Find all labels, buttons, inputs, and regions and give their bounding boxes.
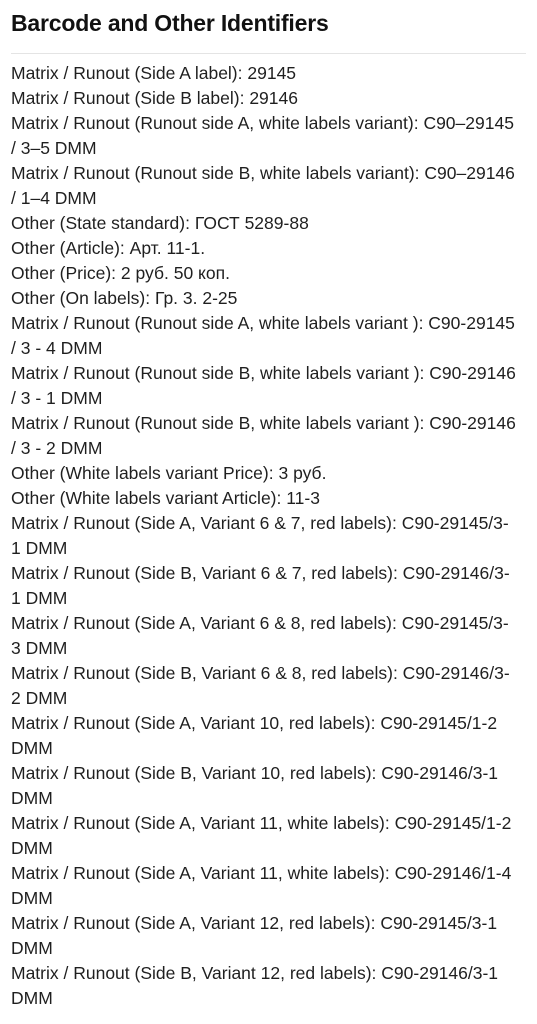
identifier-value: C90-29146 / 3 - 1 DMM bbox=[11, 363, 516, 408]
identifier-value: 29145 bbox=[247, 63, 297, 83]
identifier-item bbox=[11, 61, 516, 86]
identifier-label: Other (State standard) : bbox=[11, 213, 195, 233]
identifier-value: C90-29145/1-2 DMM bbox=[11, 713, 498, 758]
identifier-label: Matrix / Runout (Runout side B, white labels variant) : bbox=[11, 163, 424, 183]
identifier-value: C90-29146/3-2 DMM bbox=[11, 663, 510, 708]
identifier-item bbox=[11, 661, 516, 711]
identifier-item bbox=[11, 86, 516, 111]
identifier-label: Matrix / Runout (Runout side A, white labels variant ) : bbox=[11, 313, 428, 333]
identifier-label: Matrix / Runout (Side B, Variant 12, red labels) : bbox=[11, 963, 381, 983]
identifier-label: Matrix / Runout (Side B, Variant 10, red labels) : bbox=[11, 763, 381, 783]
identifier-label: Matrix / Runout (Side A, Variant 11, white labels) : bbox=[11, 813, 395, 833]
identifier-label: Other (White labels variant Article) : bbox=[11, 488, 286, 508]
identifier-label: Matrix / Runout (Side A label) : bbox=[11, 63, 247, 83]
section-title: Barcode and Other Identifiers bbox=[11, 10, 329, 36]
identifier-label: Matrix / Runout (Side A, Variant 6 & 8, red labels) : bbox=[11, 613, 402, 633]
identifier-label: Other (Price) : bbox=[11, 263, 121, 283]
identifier-item bbox=[11, 461, 516, 486]
identifier-value: C90-29145/3-1 DMM bbox=[11, 513, 509, 558]
identifier-label: Matrix / Runout (Side B label) : bbox=[11, 88, 249, 108]
identifier-value: Гр. 3. 2-25 bbox=[154, 288, 238, 308]
identifier-label: Matrix / Runout (Runout side B, white labels variant ) : bbox=[11, 363, 429, 383]
identifier-label: Matrix / Runout (Side A, Variant 6 & 7, red labels) : bbox=[11, 513, 402, 533]
identifier-label: Matrix / Runout (Runout side A, white labels variant) : bbox=[11, 113, 423, 133]
identifier-item bbox=[11, 961, 516, 1011]
identifier-label: Matrix / Runout (Side A, Variant 12, red labels) : bbox=[11, 913, 380, 933]
section-divider bbox=[11, 53, 526, 54]
identifier-label: Other (White labels variant Price) : bbox=[11, 463, 278, 483]
identifier-label: Matrix / Runout (Side B, Variant 6 & 8, red labels) : bbox=[11, 663, 403, 683]
identifier-item bbox=[11, 161, 516, 211]
identifier-value: C90-29146/1-4 DMM bbox=[11, 863, 512, 908]
identifier-item bbox=[11, 511, 516, 561]
identifier-item bbox=[11, 486, 516, 511]
identifier-value: C90-29145/3-1 DMM bbox=[11, 913, 498, 958]
identifier-value: C90–29146 / 1–4 DMM bbox=[11, 163, 515, 208]
identifier-item bbox=[11, 261, 516, 286]
identifier-item bbox=[11, 561, 516, 611]
identifier-value: 29146 bbox=[249, 88, 298, 108]
identifier-value: C90-29146/3-1 DMM bbox=[11, 563, 510, 608]
identifier-item bbox=[11, 811, 516, 861]
identifier-value: 2 руб. 50 коп. bbox=[120, 263, 230, 283]
identifier-label: Matrix / Runout (Side A, Variant 10, red labels) : bbox=[11, 713, 380, 733]
identifier-item bbox=[11, 236, 516, 261]
identifier-label: Other (Article) : bbox=[11, 238, 130, 258]
identifier-value: C90-29146/3-1 DMM bbox=[11, 763, 499, 808]
identifier-list bbox=[11, 61, 516, 1011]
identifier-value: 11-3 bbox=[286, 488, 320, 508]
identifier-item bbox=[11, 411, 516, 461]
identifier-item bbox=[11, 286, 516, 311]
identifier-value: C90-29145 / 3 - 4 DMM bbox=[11, 313, 515, 358]
identifier-value: C90-29146 / 3 - 2 DMM bbox=[11, 413, 516, 458]
identifier-label: Matrix / Runout (Side B, Variant 6 & 7, red labels) : bbox=[11, 563, 403, 583]
identifier-value: C90–29145 / 3–5 DMM bbox=[11, 113, 514, 158]
identifier-item bbox=[11, 911, 516, 961]
identifier-item bbox=[11, 711, 516, 761]
identifier-value: 3 руб. bbox=[278, 463, 327, 483]
identifier-value: ГОСТ 5289-88 bbox=[194, 213, 309, 233]
identifier-label: Other (On labels) : bbox=[11, 288, 155, 308]
identifier-item bbox=[11, 311, 516, 361]
identifier-item bbox=[11, 611, 516, 661]
identifier-value: Арт. 11-1. bbox=[129, 238, 206, 258]
identifier-item bbox=[11, 211, 516, 236]
identifier-value: C90-29146/3-1 DMM bbox=[11, 963, 499, 1008]
identifier-item bbox=[11, 361, 516, 411]
scrollbar[interactable] bbox=[524, 690, 527, 820]
identifier-label: Matrix / Runout (Runout side B, white labels variant ) : bbox=[11, 413, 429, 433]
identifier-label: Matrix / Runout (Side A, Variant 11, white labels) : bbox=[11, 863, 395, 883]
identifier-item bbox=[11, 111, 516, 161]
identifier-value: C90-29145/1-2 DMM bbox=[11, 813, 512, 858]
identifier-item bbox=[11, 761, 516, 811]
identifier-value: C90-29145/3-3 DMM bbox=[11, 613, 509, 658]
identifier-item bbox=[11, 861, 516, 911]
